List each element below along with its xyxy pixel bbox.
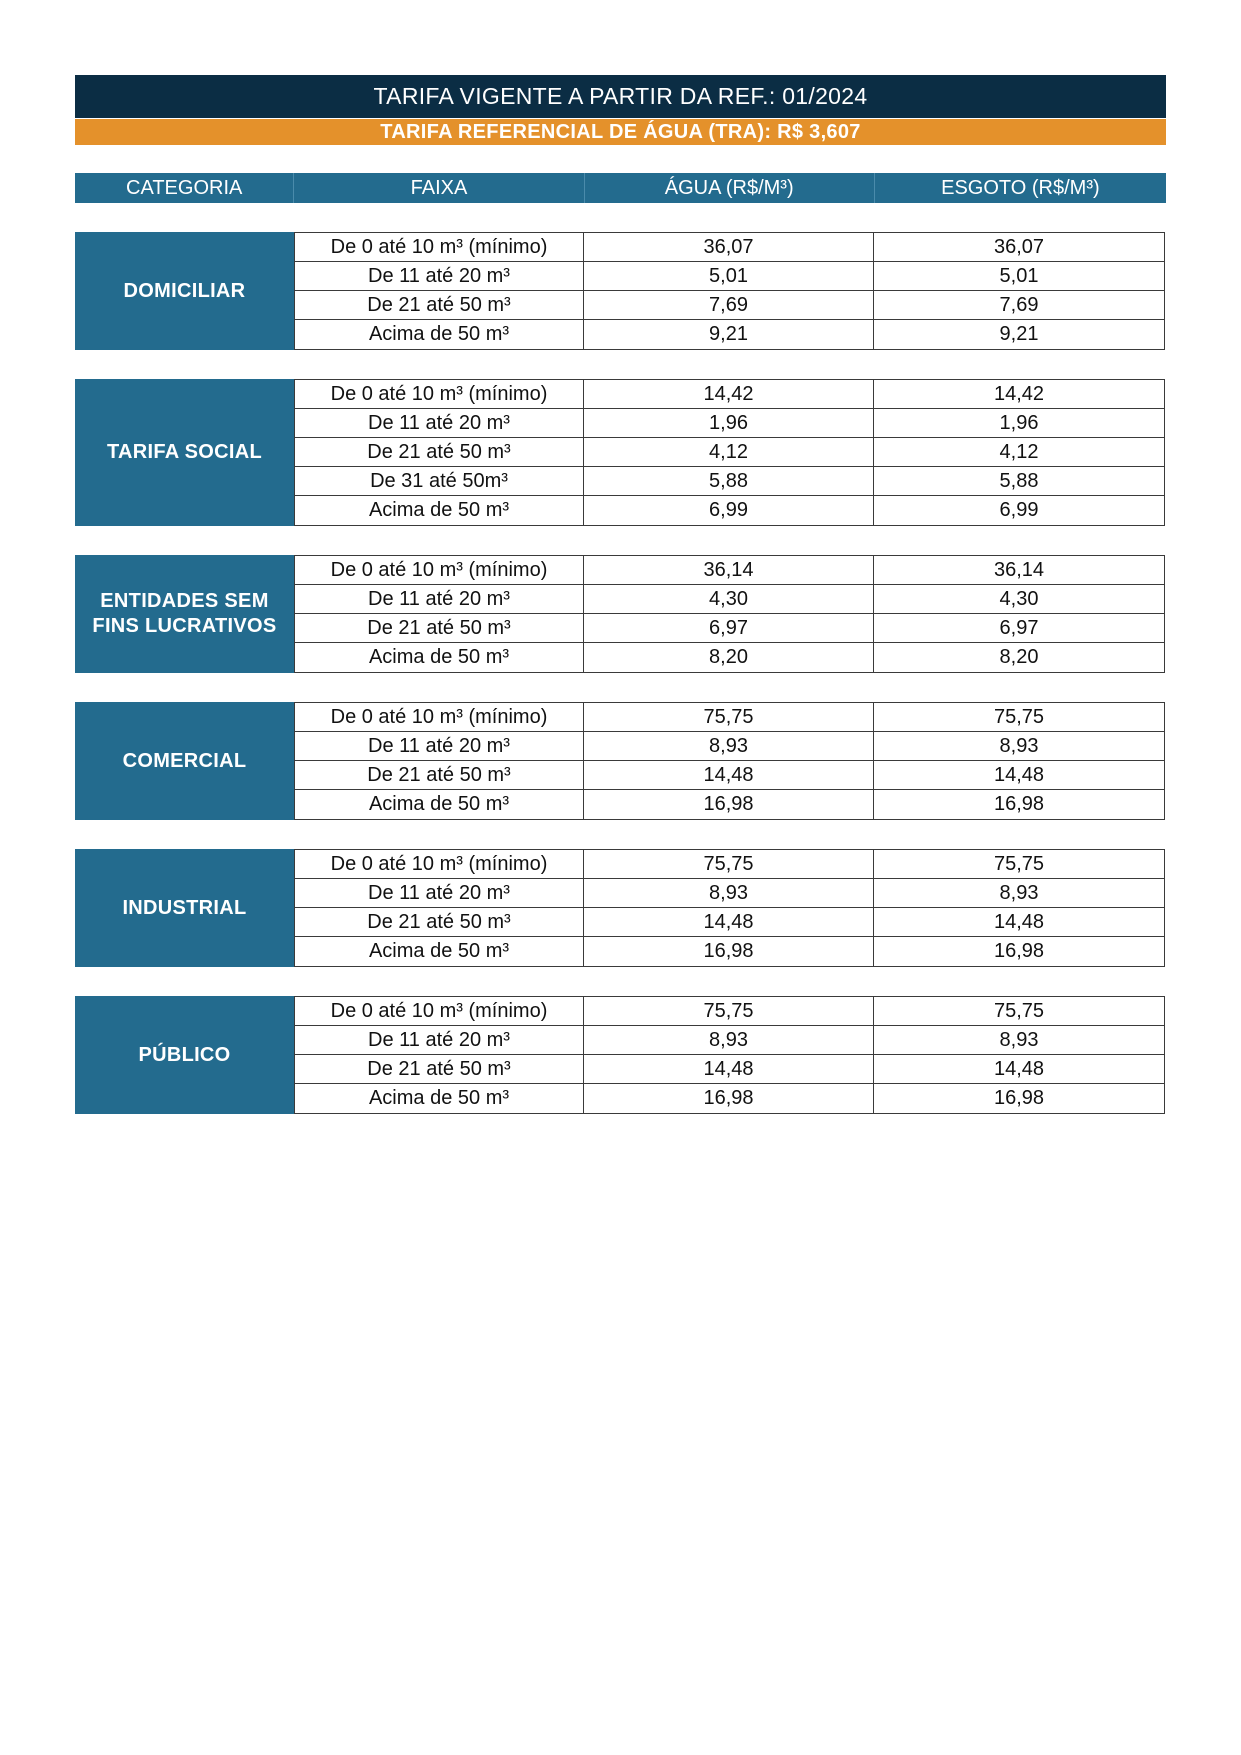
page-title: TARIFA VIGENTE A PARTIR DA REF.: 01/2024: [75, 75, 1166, 118]
category-label-text: [122, 896, 246, 921]
table-row: [295, 997, 1164, 1026]
table-row: [295, 1026, 1164, 1055]
esgoto-cell: 6,97: [999, 616, 1039, 639]
category-label: [75, 996, 294, 1114]
esgoto-cell: 16,98: [993, 1087, 1045, 1109]
category-label-line: ENTIDADES SEM: [100, 590, 269, 612]
agua-cell: 75,75: [584, 703, 874, 731]
esgoto-cell: 14,42: [993, 382, 1045, 405]
category-label-line: TARIFA SOCIAL: [106, 441, 262, 463]
agua-cell: 7,69: [584, 291, 874, 319]
faixa-cell: De 21 até 50 m³: [295, 291, 584, 319]
category-label-line: COMERCIAL: [122, 749, 247, 772]
agua-cell: 4,12: [584, 438, 874, 466]
esgoto-cell: 5,01: [999, 264, 1039, 287]
esgoto-cell: 4,12: [999, 440, 1039, 463]
table-row: [295, 233, 1164, 262]
agua-cell: 1,96: [584, 409, 874, 437]
esgoto-cell: 7,69: [999, 293, 1039, 316]
table-row: [295, 291, 1164, 320]
category-block: [75, 232, 1166, 350]
faixa-cell: De 11 até 20 m³: [295, 732, 584, 760]
faixa-cell: Acima de 50 m³: [295, 937, 584, 966]
category-label-line: FINS LUCRATIVOS: [92, 615, 277, 637]
agua-cell: 5,88: [584, 467, 874, 495]
category-rows: [294, 996, 1165, 1114]
agua-cell: 16,98: [584, 790, 874, 819]
esgoto-cell: 9,21: [999, 323, 1039, 345]
esgoto-cell: 36,14: [993, 558, 1045, 581]
faixa-cell: Acima de 50 m³: [295, 496, 584, 525]
table-row: [295, 937, 1164, 966]
table-row: [295, 732, 1164, 761]
category-block: [75, 555, 1166, 673]
agua-cell: 36,14: [584, 556, 874, 584]
faixa-cell: De 0 até 10 m³ (mínimo): [295, 380, 584, 408]
table-row: [295, 703, 1164, 732]
category-label-line: INDUSTRIAL: [122, 896, 247, 919]
esgoto-cell: 16,98: [993, 940, 1045, 962]
esgoto-cell: 1,96: [999, 411, 1039, 434]
category-rows: [294, 232, 1165, 350]
table-row: [295, 643, 1164, 672]
table-header: [75, 173, 1166, 203]
table-row: [295, 1084, 1164, 1113]
faixa-cell: De 11 até 20 m³: [295, 1026, 584, 1054]
category-block: [75, 996, 1166, 1114]
category-label-text: [92, 589, 276, 639]
agua-cell: 36,07: [584, 233, 874, 261]
agua-cell: 16,98: [584, 937, 874, 966]
faixa-cell: De 21 até 50 m³: [295, 908, 584, 936]
faixa-cell: De 0 até 10 m³ (mínimo): [295, 850, 584, 878]
category-block: [75, 702, 1166, 820]
header-faixa: FAIXA: [294, 173, 584, 203]
tra-banner: TARIFA REFERENCIAL DE ÁGUA (TRA): R$ 3,607: [75, 119, 1166, 145]
category-label: [75, 849, 294, 967]
faixa-cell: De 11 até 20 m³: [295, 879, 584, 907]
category-blocks: [75, 232, 1166, 1114]
esgoto-cell: 8,20: [999, 646, 1039, 668]
table-row: [295, 761, 1164, 790]
table-row: [295, 496, 1164, 525]
esgoto-cell: 4,30: [999, 587, 1039, 610]
category-label-text: [138, 1043, 230, 1068]
agua-cell: 14,48: [584, 908, 874, 936]
agua-cell: 4,30: [584, 585, 874, 613]
agua-cell: 75,75: [584, 850, 874, 878]
esgoto-cell: 8,93: [999, 1028, 1039, 1051]
table-row: [295, 908, 1164, 937]
esgoto-cell: 8,93: [999, 734, 1039, 757]
faixa-cell: Acima de 50 m³: [295, 320, 584, 349]
faixa-cell: De 11 até 20 m³: [295, 262, 584, 290]
category-label: [75, 232, 294, 350]
agua-cell: 9,21: [584, 320, 874, 349]
table-row: [295, 585, 1164, 614]
table-row: [295, 1055, 1164, 1084]
table-row: [295, 790, 1164, 819]
table-row: [295, 262, 1164, 291]
faixa-cell: De 21 até 50 m³: [295, 1055, 584, 1083]
esgoto-cell: 14,48: [993, 910, 1045, 933]
faixa-cell: De 0 até 10 m³ (mínimo): [295, 556, 584, 584]
category-label: [75, 555, 294, 673]
esgoto-cell: 36,07: [993, 235, 1045, 258]
faixa-cell: De 11 até 20 m³: [295, 409, 584, 437]
agua-cell: 5,01: [584, 262, 874, 290]
header-esgoto: ESGOTO (R$/M³): [941, 176, 1100, 199]
category-label-text: [123, 749, 247, 774]
category-block: [75, 849, 1166, 967]
table-row: [295, 467, 1164, 496]
table-row: [295, 850, 1164, 879]
category-label-line: PÚBLICO: [138, 1043, 231, 1066]
esgoto-cell: 8,93: [999, 881, 1039, 904]
esgoto-cell: 6,99: [999, 499, 1039, 521]
category-block: [75, 379, 1166, 526]
category-label: [75, 379, 294, 526]
esgoto-cell: 75,75: [993, 852, 1045, 875]
table-row: [295, 320, 1164, 349]
table-row: [295, 409, 1164, 438]
faixa-cell: De 21 até 50 m³: [295, 614, 584, 642]
agua-cell: 14,48: [584, 761, 874, 789]
agua-cell: 75,75: [584, 997, 874, 1025]
agua-cell: 6,99: [584, 496, 874, 525]
agua-cell: 14,42: [584, 380, 874, 408]
category-rows: [294, 702, 1165, 820]
faixa-cell: De 0 até 10 m³ (mínimo): [295, 703, 584, 731]
esgoto-cell: 14,48: [993, 763, 1045, 786]
agua-cell: 8,20: [584, 643, 874, 672]
faixa-cell: De 0 até 10 m³ (mínimo): [295, 233, 584, 261]
category-label-text: [124, 279, 246, 304]
category-rows: [294, 555, 1165, 673]
category-label-text: [107, 440, 262, 465]
esgoto-cell: 75,75: [993, 999, 1045, 1022]
agua-cell: 8,93: [584, 879, 874, 907]
faixa-cell: Acima de 50 m³: [295, 1084, 584, 1113]
tariff-document: [75, 75, 1166, 1114]
table-row: [295, 879, 1164, 908]
faixa-cell: Acima de 50 m³: [295, 643, 584, 672]
agua-cell: 16,98: [584, 1084, 874, 1113]
agua-cell: 8,93: [584, 1026, 874, 1054]
table-row: [295, 614, 1164, 643]
agua-cell: 8,93: [584, 732, 874, 760]
table-row: [295, 438, 1164, 467]
faixa-cell: Acima de 50 m³: [295, 790, 584, 819]
category-rows: [294, 379, 1165, 526]
esgoto-cell: 75,75: [993, 705, 1045, 728]
category-label-line: DOMICILIAR: [123, 279, 246, 302]
agua-cell: 14,48: [584, 1055, 874, 1083]
header-agua: ÁGUA (R$/M³): [585, 173, 875, 203]
faixa-cell: De 31 até 50m³: [295, 467, 584, 495]
faixa-cell: De 11 até 20 m³: [295, 585, 584, 613]
faixa-cell: De 21 até 50 m³: [295, 761, 584, 789]
category-rows: [294, 849, 1165, 967]
table-row: [295, 556, 1164, 585]
agua-cell: 6,97: [584, 614, 874, 642]
header-categoria: CATEGORIA: [75, 173, 294, 203]
table-row: [295, 380, 1164, 409]
category-label: [75, 702, 294, 820]
faixa-cell: De 21 até 50 m³: [295, 438, 584, 466]
esgoto-cell: 14,48: [993, 1057, 1045, 1080]
esgoto-cell: 16,98: [993, 793, 1045, 815]
esgoto-cell: 5,88: [999, 469, 1039, 492]
faixa-cell: De 0 até 10 m³ (mínimo): [295, 997, 584, 1025]
